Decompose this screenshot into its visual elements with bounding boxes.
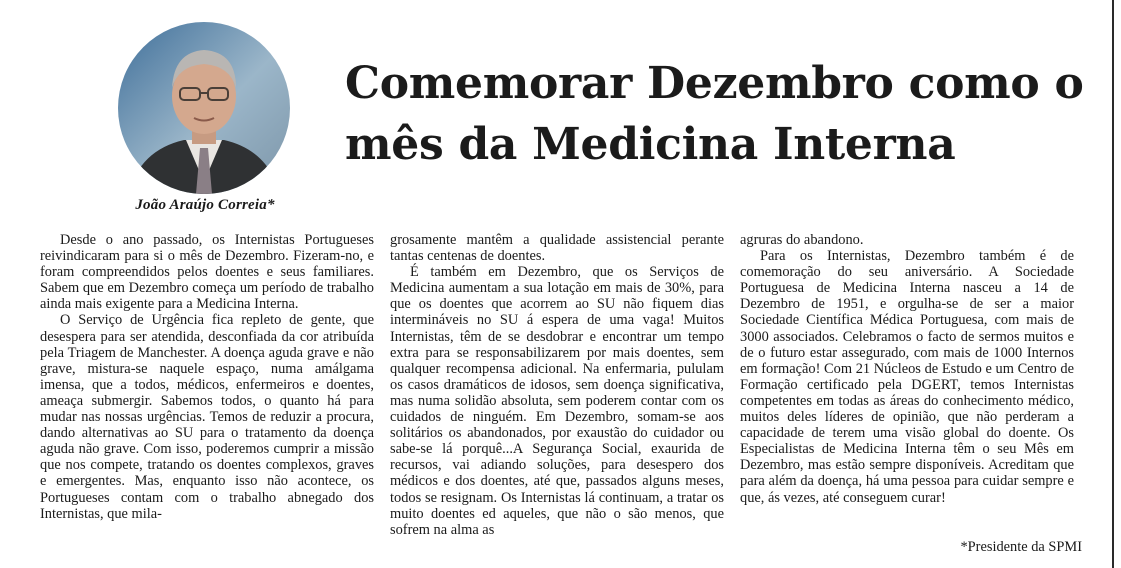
text-column-1: [40, 232, 374, 522]
article-headline: Comemorar Dezembro como o mês da Medicina Interna: [345, 58, 1084, 170]
author-byline: João Araújo Correia*: [135, 197, 275, 213]
column-rule: [1112, 0, 1114, 568]
paragraph: O Serviço de Urgência fica repleto de gente, que desespera para ser atendida, desconfiada da cor atribuída pela Triagem de Manchester. A doença aguda grave e não grave, mistura-se naquele espaço, numa amálgama imensa, que a todos, médicos, enfermeiros e doentes, ameaça submergir. Sabemos todos, o quanto há para mudar nas nossas urgências. Temos de reduzir a procura, dando alternativas ao SU para o tratamento da doença aguda não grave. Com isso, poderemos cumprir a missão que nos compete, tratando os doentes complexos, graves e emergentes. Mas, enquanto isso não acontece, os Portugueses contam com o trabalho abnegado dos Internistas, que mila-: [40, 312, 374, 522]
paragraph: grosamente mantêm a qualidade assistencial perante tantas centenas de doentes.: [390, 232, 724, 265]
paragraph: Para os Internistas, Dezembro também é de comemoração do seu aniversário. A Sociedade Portuguesa de Medicina Interna nasceu a 14 de Dezembro de 1951, e orgulha-se de ser a maior Sociedade Científica Médica Portuguesa, com mais de 3000 associados. Celebramos o facto de sermos muitos e de o futuro estar assegurado, com mais de 1000 Internos em formação! Com 21 Núcleos de Estudo e um Centro de Formação certificado pela DGERT, temos Internistas competentes em todas as áreas do conhecimento médico, muitos deles líderes de opinião, que não perderam a capacidade de terem uma visão global do doente. Os Especialistas de Medicina Interna têm o seu Mês em Dezembro, mas estão sempre disponíveis. Acreditam que para além da doença, há uma pessoa para cuidar sempre e que, ás vezes, até conseguem curar!: [740, 248, 1074, 506]
paragraph: É também em Dezembro, que os Serviços de Medicina aumentam a sua lotação em mais de 30%, para que os doentes que acorrem ao SU não fiquem dias intermináveis no SU á espera de uma vaga! Muitos Internistas, têm de se desdobrar e encontrar um tempo extra para se responsabilizarem por mais doentes, sem qualquer recompensa adicional. Na enfermaria, pululam os casos dramáticos de idosos, sem doença significativa, mas numa solidão absoluta, sem poderem contar com os cuidados de ninguém. Em Dezembro, somam-se aos solitários os abandonados, por exaustão do cuidador ou sabe-se lá porquê...A Segurança Social, exaurida de recursos, vai adiando soluções, para desespero dos médicos e dos doentes, até que, passados alguns meses, todos se resignam. Os Internistas lá continuam, a tratar os muito doentes ed aqueles, que não o são menos, que sofrem na alma as: [390, 264, 724, 538]
paragraph: Desde o ano passado, os Internistas Portugueses reivindicaram para si o mês de Dezembro. Fizeram-no, e foram compreendidos pelos doentes e seus familiares. Sabem que em Dezembro começa um período de trabalho ainda mais exigente para a Medicina Interna.: [40, 232, 374, 313]
author-portrait: [118, 22, 290, 194]
text-column-2: [390, 232, 724, 538]
paragraph: agruras do abandono.: [740, 232, 864, 248]
author-footnote: *Presidente da SPMI: [960, 539, 1082, 555]
text-column-3: [740, 232, 1074, 506]
